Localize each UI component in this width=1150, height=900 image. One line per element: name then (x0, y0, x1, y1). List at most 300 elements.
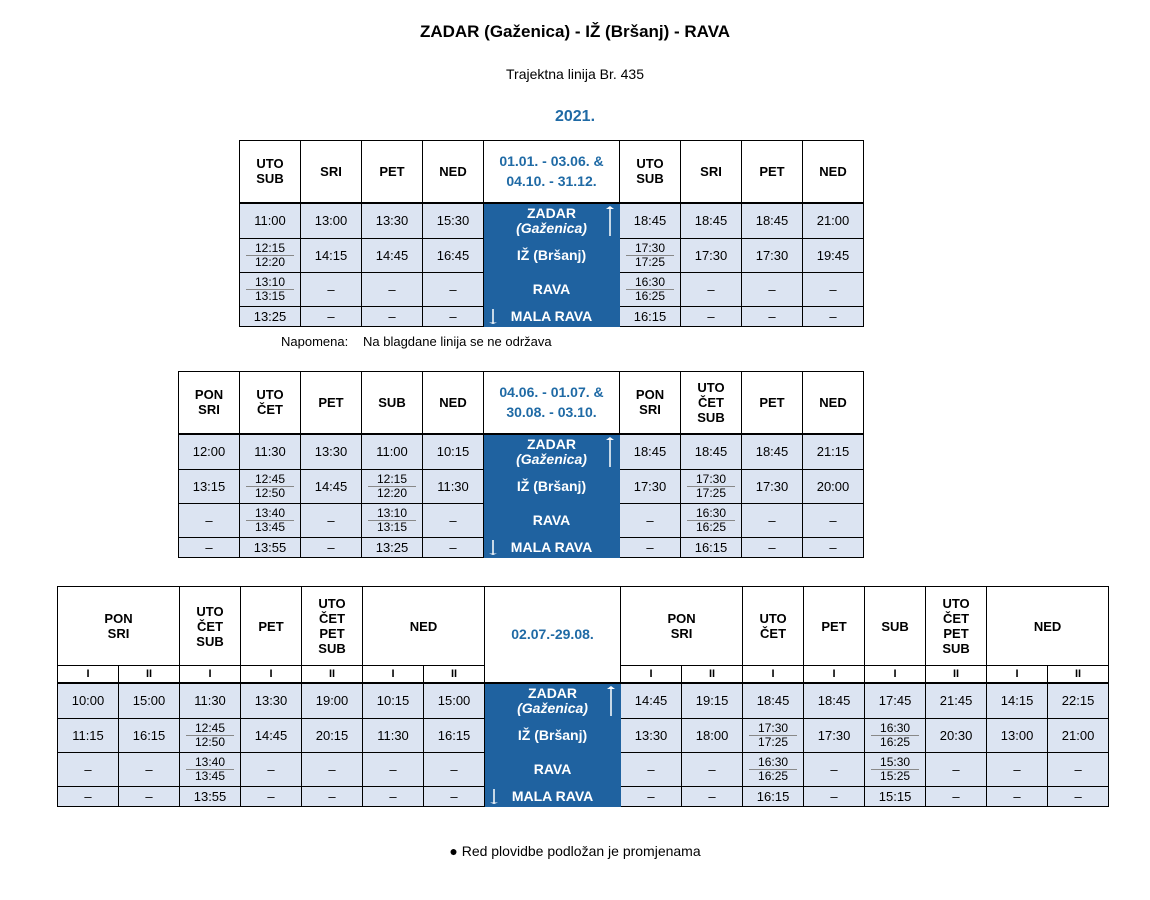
day-header (681, 372, 742, 434)
day-line: NED (439, 163, 467, 179)
departure-time: 20:00 (816, 479, 850, 494)
departure-time: 11:00 (376, 444, 408, 460)
day-line: UTO (256, 387, 284, 403)
departure-time: 13:45 (254, 520, 286, 534)
line-number: Trajektna linija Br. 435 (506, 66, 644, 82)
departure-time: 20:30 (939, 728, 973, 743)
departure-time: 15:30 (436, 213, 470, 229)
station-name: MALA RAVA (510, 308, 593, 324)
time-cell (301, 538, 362, 558)
day-header (362, 141, 423, 203)
time-cell (363, 719, 424, 753)
no-departure: – (646, 513, 654, 528)
time-cell (179, 434, 240, 470)
no-departure: – (450, 762, 458, 777)
time-cell (362, 273, 423, 307)
departure-time: 15:15 (878, 789, 912, 804)
time-cell (803, 504, 864, 538)
departure-time: 21:00 (1061, 728, 1095, 743)
departure-time: 16:15 (437, 728, 471, 743)
time-cell (743, 683, 804, 719)
time-cell (681, 203, 742, 239)
time-cell (742, 307, 803, 327)
time-cell (301, 273, 362, 307)
footer-note (0, 843, 1150, 859)
time-cell (241, 787, 302, 807)
time-cell (301, 434, 362, 470)
station-zadar (484, 203, 620, 239)
station-name: IŽ (Bršanj) (516, 247, 587, 263)
day-header (804, 587, 865, 666)
time-cell (362, 203, 423, 239)
departure-time: 12:20 (376, 486, 408, 500)
time-cell (681, 504, 742, 538)
no-departure: – (1013, 762, 1021, 777)
time-cell (621, 787, 682, 807)
day-header (621, 587, 743, 666)
time-cell (681, 239, 742, 273)
time-cell (424, 787, 485, 807)
station-name: RAVA (532, 281, 571, 297)
period-header (485, 587, 621, 683)
day-line: PON (635, 387, 665, 403)
departure-time: 17:30 (695, 472, 727, 486)
day-line: PET (379, 163, 405, 179)
run-number: II (926, 666, 987, 683)
departure-time: 13:10 (254, 275, 286, 289)
day-header (58, 587, 180, 666)
time-cell (240, 203, 301, 239)
no-departure: – (327, 309, 335, 324)
day-header (301, 141, 362, 203)
time-cell (803, 538, 864, 558)
departure-time: 11:30 (437, 479, 469, 494)
no-departure: – (1013, 789, 1021, 804)
day-line: UTO (636, 156, 664, 172)
timetable-row (240, 239, 864, 273)
day-line: ČET (943, 611, 970, 626)
header-row (240, 141, 864, 203)
station-name: RAVA (532, 512, 571, 528)
time-cell (423, 434, 484, 470)
time-cell (987, 787, 1048, 807)
time-cell (58, 683, 119, 719)
day-line: PET (759, 163, 785, 179)
departure-time: 11:00 (254, 213, 286, 229)
departure-time: 13:25 (253, 309, 287, 324)
no-departure: – (449, 540, 457, 555)
departure-time: 17:30 (755, 479, 789, 494)
run-number: I (363, 666, 424, 683)
departure-time: 12:00 (192, 444, 226, 460)
day-line: PET (258, 618, 284, 634)
time-cell (119, 753, 180, 787)
time-cell (180, 753, 241, 787)
time-cell (621, 753, 682, 787)
time-cell (865, 787, 926, 807)
timetable-row (240, 273, 864, 307)
no-departure: – (328, 762, 336, 777)
day-header (180, 587, 241, 666)
time-cell (240, 504, 301, 538)
station-subname: (Gaženica) (517, 699, 588, 716)
departure-time: 10:15 (436, 444, 470, 460)
no-departure: – (388, 309, 396, 324)
departure-time: 13:15 (192, 479, 226, 494)
time-cell (119, 683, 180, 719)
no-departure: – (328, 789, 336, 804)
up-arrow-icon (606, 206, 614, 237)
station-mala-rava (485, 787, 621, 807)
no-departure: – (647, 789, 655, 804)
time-cell (987, 719, 1048, 753)
time-cell (240, 273, 301, 307)
day-header (620, 141, 681, 203)
timetable-row (179, 504, 864, 538)
station-mala-rava (484, 307, 620, 327)
time-cell (804, 787, 865, 807)
time-cell (620, 434, 681, 470)
station-rava (484, 273, 620, 307)
departure-time: 19:00 (315, 693, 349, 709)
page-title: ZADAR (Gaženica) - IŽ (Bršanj) - RAVA (419, 22, 731, 41)
period-header (484, 372, 620, 434)
time-cell (179, 538, 240, 558)
time-cell (803, 239, 864, 273)
departure-time: 18:45 (694, 444, 728, 460)
day-line: NED (439, 394, 467, 410)
no-departure: – (646, 540, 654, 555)
run-number: I (987, 666, 1048, 683)
timetable-row (58, 753, 1109, 787)
departure-time: 12:45 (195, 721, 226, 735)
timetable-shoulder-season (178, 371, 864, 558)
day-line: PET (319, 626, 345, 641)
time-cell (742, 239, 803, 273)
time-cell (302, 753, 363, 787)
departure-time: 20:15 (315, 728, 349, 743)
time-cell (681, 538, 742, 558)
departure-time: 22:15 (1061, 693, 1095, 709)
day-line: PON (667, 611, 696, 626)
departure-time: 13:00 (314, 213, 348, 229)
time-cell (180, 787, 241, 807)
no-departure: – (707, 309, 715, 324)
time-cell (240, 239, 301, 273)
station-subname: (Gaženica) (516, 219, 587, 236)
time-cell (301, 504, 362, 538)
no-departure: – (647, 762, 655, 777)
departure-time: 21:45 (939, 693, 973, 709)
station-mala-rava (484, 538, 620, 558)
day-line: UTO (196, 603, 224, 619)
day-line: SRI (670, 626, 693, 641)
day-line: ČET (319, 611, 346, 626)
time-cell (58, 787, 119, 807)
time-cell (620, 307, 681, 327)
departure-time: 17:25 (758, 735, 789, 749)
time-cell (241, 719, 302, 753)
run-number: II (424, 666, 485, 683)
time-cell (865, 753, 926, 787)
departure-time: 13:30 (375, 213, 409, 229)
departure-time: 13:00 (1000, 728, 1034, 743)
time-cell (363, 787, 424, 807)
no-departure: – (830, 789, 838, 804)
departure-time: 12:20 (254, 255, 286, 269)
time-cell (302, 787, 363, 807)
no-departure: – (205, 513, 213, 528)
day-header (681, 141, 742, 203)
departure-time: 16:15 (132, 728, 166, 743)
no-departure: – (952, 789, 960, 804)
day-line: UTO (256, 156, 284, 172)
departure-time: 14:45 (314, 479, 348, 494)
departure-time: 14:15 (1000, 693, 1034, 709)
departure-time: 15:00 (132, 693, 166, 709)
timetable-row (179, 434, 864, 470)
run-number: II (682, 666, 743, 683)
time-cell (423, 470, 484, 504)
time-cell (803, 203, 864, 239)
day-header (362, 372, 423, 434)
day-line: PON (104, 611, 133, 626)
day-line: ČET (257, 402, 283, 418)
departure-time: 19:45 (816, 248, 850, 263)
day-header (803, 141, 864, 203)
departure-time: 10:00 (71, 693, 105, 709)
run-number: I (865, 666, 926, 683)
day-header (240, 141, 301, 203)
departure-time: 17:25 (634, 255, 666, 269)
time-cell (682, 683, 743, 719)
time-cell (682, 719, 743, 753)
time-cell (681, 307, 742, 327)
day-line: UTO (697, 379, 725, 395)
station-iz (484, 470, 620, 504)
departure-time: 19:15 (695, 693, 729, 709)
departure-time: 12:15 (254, 241, 286, 255)
time-cell (1048, 753, 1109, 787)
run-number: II (119, 666, 180, 683)
no-departure: – (84, 789, 92, 804)
time-cell (362, 307, 423, 327)
time-cell (743, 719, 804, 753)
time-cell (362, 538, 423, 558)
departure-time: 17:30 (694, 248, 728, 263)
down-arrow-icon (489, 540, 497, 555)
no-departure: – (327, 513, 335, 528)
departure-time: 21:00 (816, 213, 850, 229)
time-cell (803, 273, 864, 307)
departure-time: 12:45 (254, 472, 286, 486)
time-cell (742, 504, 803, 538)
note-text: Na blagdane linija se ne održava (363, 334, 552, 349)
departure-time: 16:25 (880, 735, 911, 749)
departure-time: 14:45 (254, 728, 288, 743)
day-header (179, 372, 240, 434)
time-cell (240, 538, 301, 558)
time-cell (424, 683, 485, 719)
departure-time: 17:30 (817, 728, 851, 743)
time-cell (803, 470, 864, 504)
time-cell (621, 719, 682, 753)
departure-time: 12:50 (254, 486, 286, 500)
no-departure: – (829, 309, 837, 324)
day-header (301, 372, 362, 434)
down-arrow-icon (490, 789, 498, 804)
no-departure: – (388, 282, 396, 297)
departure-time: 13:40 (195, 755, 226, 769)
no-departure: – (84, 762, 92, 777)
departure-time: 14:45 (375, 248, 409, 263)
time-cell (119, 787, 180, 807)
no-departure: – (707, 282, 715, 297)
time-cell (301, 203, 362, 239)
time-cell (865, 683, 926, 719)
station-iz (485, 719, 621, 753)
footer-text: Red plovidbe podložan je promjenama (461, 843, 701, 859)
run-number: I (180, 666, 241, 683)
time-cell (302, 719, 363, 753)
time-cell (620, 470, 681, 504)
departure-time: 15:00 (437, 693, 471, 709)
day-header (803, 372, 864, 434)
departure-time: 17:45 (878, 693, 912, 709)
day-line: PET (318, 394, 344, 410)
departure-time: 16:15 (694, 540, 728, 555)
day-line: SUB (196, 633, 224, 649)
no-departure: – (267, 789, 275, 804)
time-cell (423, 273, 484, 307)
departure-time: 17:25 (695, 486, 727, 500)
time-cell (424, 753, 485, 787)
time-cell (241, 753, 302, 787)
timetable-row (58, 683, 1109, 719)
departure-time: 11:30 (194, 693, 226, 709)
no-departure: – (449, 309, 457, 324)
day-header (423, 141, 484, 203)
no-departure: – (768, 309, 776, 324)
note-label: Napomena: (281, 334, 349, 349)
day-line: SUB (881, 618, 909, 634)
time-cell (362, 504, 423, 538)
day-line: SRI (107, 626, 130, 641)
station-name: MALA RAVA (511, 788, 594, 804)
day-line: ČET (197, 618, 224, 634)
departure-time: 16:30 (695, 506, 727, 520)
bullet-icon: ● (449, 843, 458, 859)
day-header (987, 587, 1109, 666)
time-cell (423, 203, 484, 239)
day-header (240, 372, 301, 434)
time-cell (620, 273, 681, 307)
time-cell (179, 470, 240, 504)
no-departure: – (952, 762, 960, 777)
station-name: ZADAR (527, 435, 576, 452)
departure-time: 16:25 (695, 520, 727, 534)
departure-time: 18:45 (755, 444, 789, 460)
time-cell (363, 683, 424, 719)
station-subname: (Gaženica) (516, 450, 587, 467)
run-number: I (621, 666, 682, 683)
period-line: 30.08. - 03.10. (506, 404, 597, 421)
departure-time: 18:45 (755, 213, 789, 229)
day-header (742, 141, 803, 203)
time-cell (926, 753, 987, 787)
departure-time: 13:30 (254, 693, 288, 709)
time-cell (681, 273, 742, 307)
departure-time: 16:15 (756, 789, 790, 804)
time-cell (362, 470, 423, 504)
no-departure: – (145, 762, 153, 777)
departure-time: 13:15 (376, 520, 408, 534)
departure-time: 13:15 (254, 289, 286, 303)
day-line: NED (1033, 618, 1062, 634)
time-cell (423, 504, 484, 538)
station-name: RAVA (533, 761, 572, 777)
up-arrow-icon (606, 437, 614, 468)
time-cell (301, 470, 362, 504)
station-name: ZADAR (528, 684, 578, 701)
time-cell (803, 307, 864, 327)
run-number: II (1048, 666, 1109, 683)
day-header (363, 587, 485, 666)
no-departure: – (708, 789, 716, 804)
day-line: ČET (760, 626, 787, 641)
departure-time: 17:30 (758, 721, 789, 735)
departure-time: 13:55 (253, 540, 287, 555)
time-cell (926, 683, 987, 719)
departure-time: 12:50 (195, 735, 226, 749)
day-header (423, 372, 484, 434)
time-cell (926, 719, 987, 753)
time-cell (301, 239, 362, 273)
departure-time: 13:45 (195, 769, 226, 783)
period-line: 02.07.-29.08. (511, 626, 594, 643)
time-cell (987, 753, 1048, 787)
time-cell (180, 719, 241, 753)
departure-time: 11:30 (377, 728, 409, 743)
up-arrow-icon (607, 686, 615, 717)
time-cell (742, 273, 803, 307)
run-number: I (241, 666, 302, 683)
no-departure: – (768, 513, 776, 528)
no-departure: – (768, 282, 776, 297)
day-header (742, 372, 803, 434)
day-line: NED (819, 394, 847, 410)
day-line: SRI (198, 402, 220, 418)
time-cell (620, 239, 681, 273)
departure-time: 16:30 (880, 721, 911, 735)
time-cell (804, 719, 865, 753)
no-departure: – (449, 513, 457, 528)
no-departure: – (389, 762, 397, 777)
departure-time: 16:25 (634, 289, 666, 303)
no-departure: – (1074, 762, 1082, 777)
departure-time: 18:45 (633, 444, 667, 460)
departure-time: 17:30 (634, 241, 666, 255)
day-line: PET (759, 394, 785, 410)
day-line: SUB (318, 641, 346, 656)
no-departure: – (450, 789, 458, 804)
day-header (241, 587, 302, 666)
time-cell (804, 753, 865, 787)
time-cell (621, 683, 682, 719)
day-line: UTO (318, 596, 346, 611)
time-cell (423, 307, 484, 327)
departure-time: 18:45 (756, 693, 790, 709)
